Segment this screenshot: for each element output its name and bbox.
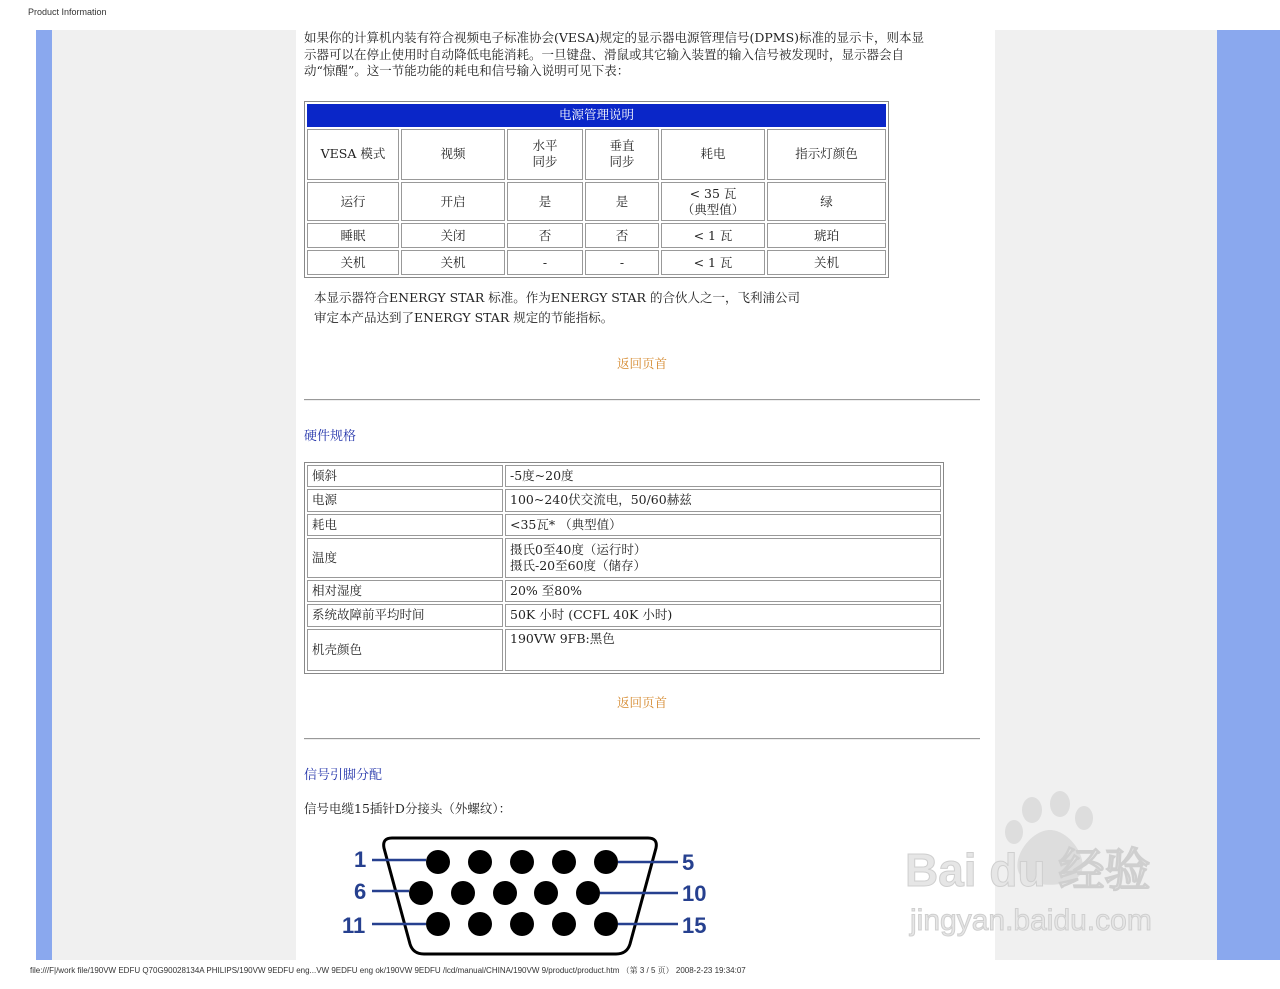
hardware-spec-table xyxy=(304,462,944,674)
pin-1 xyxy=(426,850,450,874)
spec-label: 电源 xyxy=(307,489,503,511)
cell-video: 关闭 xyxy=(401,223,505,248)
cell-video: 开启 xyxy=(401,182,505,221)
spec-label: 系统故障前平均时间 xyxy=(307,604,503,626)
spec-value: 20% 至80% xyxy=(505,580,941,602)
spec-label: 机壳颜色 xyxy=(307,629,503,671)
cell-vsync: 否 xyxy=(585,223,659,248)
print-footer: file:///F|/work file/190VW EDFU Q70G90028134A PHILIPS/190VW 9EDFU eng...VW 9EDFU eng ok/190VW 9EDFU /lcd/manual/CHINA/190VW 9/product/product.htm （第 3 / 5 页） 2008-2-23 19:34:07 xyxy=(30,966,746,975)
spec-label: 倾斜 xyxy=(307,465,503,487)
cell-video: 关机 xyxy=(401,250,505,275)
intro-line: 示器可以在停止使用时自动降低电能消耗。一旦键盘、滑鼠或其它输入装置的输入信号被发现时，显示器会自 xyxy=(304,46,905,62)
spec-value xyxy=(505,538,941,578)
intro-line: 如果你的计算机内装有符合视频电子标准协会(VESA)规定的显示器电源管理信号(DPMS)标准的显示卡，则本显 xyxy=(304,30,925,45)
spec-value-line: 摄氏0至40度（运行时） xyxy=(510,541,647,557)
spec-value: 100~240伏交流电，50/60赫兹 xyxy=(505,489,941,511)
cell-mode: 睡眠 xyxy=(307,223,399,248)
watermark-brand: Bai du 经验 xyxy=(905,844,1151,896)
hardware-section-title: 硬件规格 xyxy=(304,429,357,444)
pin-12 xyxy=(468,912,492,936)
spec-label: 耗电 xyxy=(307,514,503,536)
cell-hsync: - xyxy=(507,250,583,275)
pin-13 xyxy=(510,912,534,936)
spec-value: <35瓦* （典型值） xyxy=(505,514,941,536)
power-intro-paragraph xyxy=(304,30,984,80)
spec-value: 190VW 9FB:黑色 xyxy=(505,629,941,671)
cell-mode: 运行 xyxy=(307,182,399,221)
cell-hsync: 是 xyxy=(507,182,583,221)
pin-10 xyxy=(576,881,600,905)
spec-value: -5度~20度 xyxy=(505,465,941,487)
pin-3 xyxy=(510,850,534,874)
header-vesa-mode: VESA 模式 xyxy=(307,129,399,181)
pin-4 xyxy=(552,850,576,874)
pin-5 xyxy=(594,850,618,874)
back-to-top-link[interactable]: 返回页首 xyxy=(616,356,667,371)
cell-power xyxy=(661,182,765,221)
energy-star-note xyxy=(314,288,874,328)
pin-11 xyxy=(426,912,450,936)
back-to-top-link[interactable]: 返回页首 xyxy=(616,695,667,710)
watermark-url: jingyan.baidu.com xyxy=(910,904,1152,937)
vga-connector-diagram xyxy=(340,832,720,960)
cell-power: < 1 瓦 xyxy=(661,223,765,248)
spec-label: 温度 xyxy=(307,538,503,578)
cell-power: < 1 瓦 xyxy=(661,250,765,275)
header-led-color: 指示灯颜色 xyxy=(767,129,886,181)
section-divider xyxy=(304,399,980,401)
right-side-bar xyxy=(1217,30,1280,960)
pin-label-6: 6 xyxy=(354,879,367,904)
cell-led: 关机 xyxy=(767,250,886,275)
energy-star-line: 本显示器符合ENERGY STAR 标准。作为ENERGY STAR 的合伙人之一，飞利浦公司 xyxy=(314,290,800,305)
power-management-table xyxy=(304,101,889,278)
print-header: Product Information xyxy=(28,7,107,17)
left-margin-panel xyxy=(52,30,296,960)
header-vsync-line: 垂直 xyxy=(609,138,635,154)
energy-star-line: 审定本产品达到了ENERGY STAR 规定的节能指标。 xyxy=(314,310,614,325)
cell-power-line: < 35 瓦 xyxy=(689,185,737,201)
pin-15 xyxy=(594,912,618,936)
spec-label: 相对湿度 xyxy=(307,580,503,602)
header-vsync-line: 同步 xyxy=(609,154,635,170)
header-hsync-line: 同步 xyxy=(532,154,558,170)
signal-section-title: 信号引脚分配 xyxy=(304,768,383,783)
cell-mode: 关机 xyxy=(307,250,399,275)
header-vsync xyxy=(585,129,659,181)
pin-7 xyxy=(451,881,475,905)
spec-value-line: 摄氏-20至60度（储存） xyxy=(510,557,647,573)
spec-value: 50K 小时 (CCFL 40K 小时) xyxy=(505,604,941,626)
pin-2 xyxy=(468,850,492,874)
section-divider xyxy=(304,738,980,740)
pin-label-11: 11 xyxy=(342,913,366,938)
cell-power-line: （典型值） xyxy=(681,201,745,217)
cell-led: 琥珀 xyxy=(767,223,886,248)
pin-9 xyxy=(534,881,558,905)
pin-label-1: 1 xyxy=(354,847,367,872)
pin-label-15: 15 xyxy=(682,913,707,938)
pin-14 xyxy=(552,912,576,936)
header-hsync-line: 水平 xyxy=(532,138,558,154)
cell-led: 绿 xyxy=(767,182,886,221)
power-table-title: 电源管理说明 xyxy=(307,104,886,127)
baidu-jingyan-watermark xyxy=(900,790,1210,950)
header-hsync xyxy=(507,129,583,181)
left-side-bar xyxy=(36,30,52,960)
connector-description: 信号电缆15插针D分接头（外螺纹）： xyxy=(304,801,512,816)
header-video: 视频 xyxy=(401,129,505,181)
header-power: 耗电 xyxy=(661,129,765,181)
intro-line: 动“惊醒”。这一节能功能的耗电和信号输入说明可见下表： xyxy=(304,63,630,78)
cell-vsync: 是 xyxy=(585,182,659,221)
cell-hsync: 否 xyxy=(507,223,583,248)
pin-label-10: 10 xyxy=(682,881,707,906)
pin-8 xyxy=(493,881,517,905)
pin-label-5: 5 xyxy=(682,850,695,875)
pin-6 xyxy=(409,881,433,905)
cell-vsync: - xyxy=(585,250,659,275)
